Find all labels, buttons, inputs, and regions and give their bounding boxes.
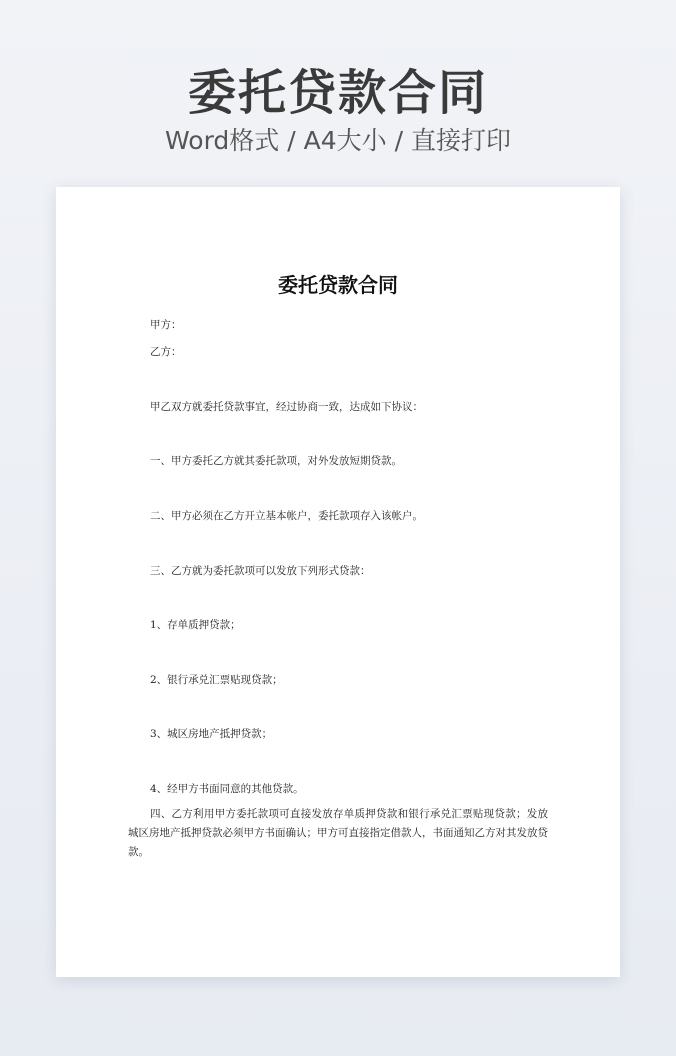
clause-4: 四、乙方利用甲方委托款项可直接发放存单质押贷款和银行承兑汇票贴现贷款；发放城区房地产抵押贷款必须甲方书面确认；甲方可直接指定借款人，书面通知乙方对其发放贷款。: [128, 808, 548, 858]
clause-2: 二、甲方必须在乙方开立基本帐户，委托款项存入该帐户。: [150, 510, 423, 522]
clause-3: 三、乙方就为委托款项可以发放下列形式贷款：: [150, 565, 371, 577]
intro-paragraph: 甲乙双方就委托贷款事宜，经过协商一致，达成如下协议：: [150, 401, 423, 413]
clause-1: 一、甲方委托乙方就其委托款项，对外发放短期贷款。: [150, 455, 402, 467]
party-a-line: 甲方：: [150, 319, 182, 331]
list-item-3: 3、城区房地产抵押贷款；: [150, 728, 273, 740]
party-b-line: 乙方：: [150, 346, 182, 358]
list-item-1: 1、存单质押贷款；: [150, 619, 241, 631]
banner-header: [0, 62, 676, 158]
list-item-2: 2、银行承兑汇票贴现贷款；: [150, 674, 283, 686]
list-item-4: 4、经甲方书面同意的其他贷款。: [150, 783, 304, 795]
document-page: [56, 187, 620, 977]
banner-title: 委托贷款合同: [187, 65, 488, 121]
document-title: 委托贷款合同: [278, 273, 398, 297]
banner-subtitle: Word格式 / A4大小 / 直接打印: [165, 126, 511, 155]
